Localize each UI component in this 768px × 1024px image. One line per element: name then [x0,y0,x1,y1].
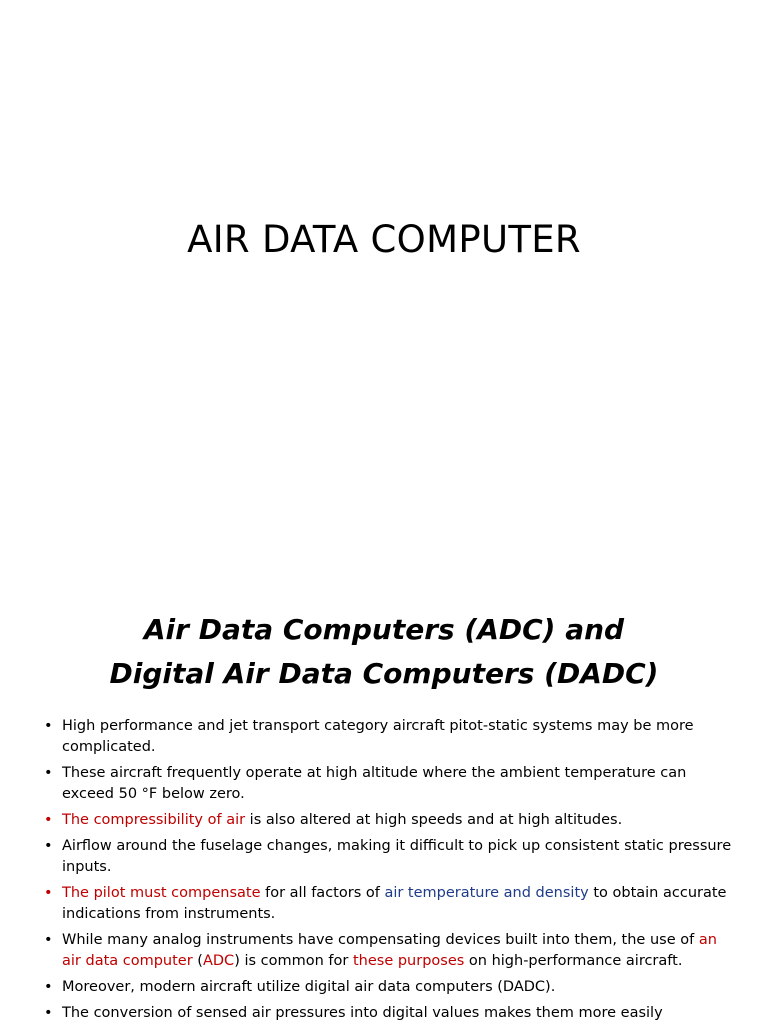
presentation-title: AIR DATA COMPUTER [187,218,581,261]
bullet-item: • While many analog instruments have compensating devices built into them, the use of an air data computer (ADC) is common for these purposes on high-performance aircraft. [42,930,732,972]
bullet-list [42,716,732,1024]
highlight-red: an air data computer [62,932,717,969]
highlight-blue: air temperature and density [384,885,589,901]
bullet-item: • Airflow around the fuselage changes, making it difficult to pick up consistent static pressure inputs. [42,836,732,878]
bullet-item: • The compressibility of air is also altered at high speeds and at high altitudes. [42,810,732,831]
slide-heading [0,608,768,696]
slide-heading-line-1: Air Data Computers (ADC) and [143,613,625,646]
highlight-red: The compressibility of air [62,812,246,828]
bullet-item: • The pilot must compensate for all factors of air temperature and density to obtain accurate indications from instruments. [42,883,732,925]
slide-adc-dadc [0,576,768,1024]
bullet-item: • These aircraft frequently operate at high altitude where the ambient temperature can exceed 50 °F below zero. [42,763,732,805]
bullet-item: • High performance and jet transport category aircraft pitot-static systems may be more complicated. [42,716,732,758]
highlight-red: ADC [202,953,235,969]
highlight-red: these purposes [352,953,465,969]
highlight-red: The pilot must compensate [62,885,261,901]
bullet-item: • The conversion of sensed air pressures into digital values makes them more easily [42,1003,732,1024]
bullet-item: • Moreover, modern aircraft utilize digital air data computers (DADC). [42,977,732,998]
slide-heading-line-2: Digital Air Data Computers (DADC) [109,657,659,690]
